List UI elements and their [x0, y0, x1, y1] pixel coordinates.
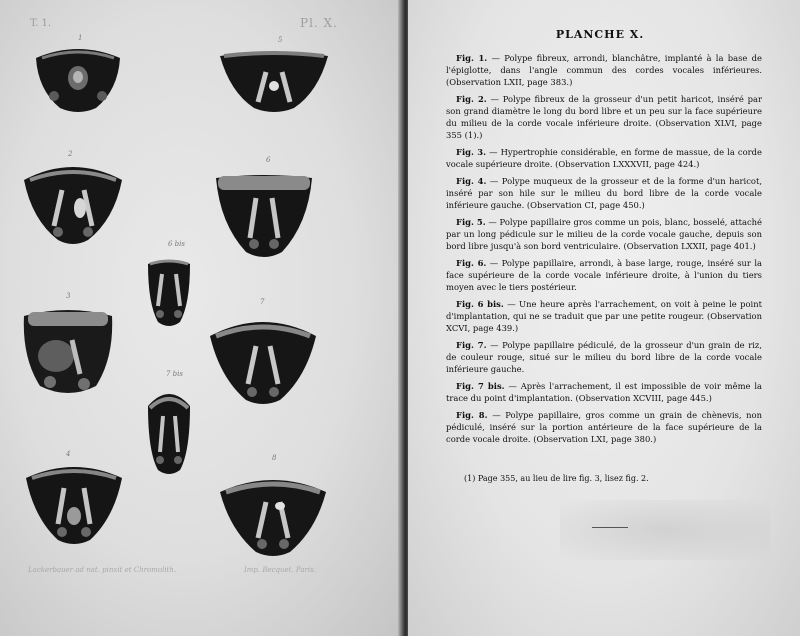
legend-fig-label: Fig. 8. [456, 410, 488, 420]
figure-2-number: 2 [68, 150, 73, 158]
printer-credit: Imp. Becquet. Paris. [244, 566, 316, 574]
legend-entry [446, 175, 762, 211]
figure-7-number: 7 [260, 298, 265, 306]
legend-text: — Polype muqueux de la grosseur et de la forme d'un haricot, inséré par son hile sur le milieu du bord libre de la corde vocale inférieure gauche. (Observation CI, page 450.) [446, 176, 762, 210]
legend-fig-label: Fig. 3. [456, 147, 487, 157]
legend-fig-label: Fig. 5. [456, 217, 486, 227]
figure-3-number: 3 [66, 292, 71, 300]
legend-fig-label: Fig. 2. [456, 94, 487, 104]
legend-text: — Hypertrophie considérable, en forme de massue, de la corde vocale supérieure droite. (Observation LXXXVII, page 424.) [446, 147, 762, 169]
legend-fig-label: Fig. 4. [456, 176, 487, 186]
legend-fig-label: Fig. 7 bis. [456, 381, 505, 391]
figure-legend [446, 52, 762, 450]
plate-label: Pl. X. [300, 16, 338, 30]
legend-entry [446, 93, 762, 141]
legend-fig-label: Fig. 1. [456, 53, 488, 63]
legend-entry [446, 52, 762, 88]
figure-1-number: 1 [78, 34, 83, 42]
legend-text: — Polype papillaire, gros comme un grain de chènevis, non pédiculé, inséré sur la portion antérieure de la face supérieure de la corde vocale droite. (Observation LXI, page 380.) [446, 410, 762, 444]
legend-entry [446, 146, 762, 170]
legend-text: — Une heure après l'arrachement, on voit à peine le point d'implantation, qui ne se traduit que par une petite rougeur. (Observation XCVI, page 439.) [446, 299, 762, 333]
volume-label: T. 1. [30, 18, 52, 29]
figure-7bis-larynx [146, 386, 192, 478]
legend-entry [446, 380, 762, 404]
legend-text: — Polype papillaire pédiculé, de la grosseur d'un grain de riz, de couleur rouge, situé sur le milieu du bord libre de la corde vocale inférieure gauche. [446, 340, 762, 374]
figure-4-larynx [24, 460, 124, 546]
artist-credit: Lackerbauer ad nat. pinxit et Chromolith. [28, 566, 177, 574]
figure-6-larynx [214, 172, 314, 258]
legend-text: — Polype fibreux de la grosseur d'un petit haricot, inséré par son grand diamètre le long du bord libre et un peu sur la face supérieure du milieu de la corde vocale inférieure droite. (Observation XLVI, page 355 (1).) [446, 94, 762, 140]
legend-entry [446, 409, 762, 445]
figure-6-number: 6 [266, 156, 271, 164]
figure-7-larynx [208, 314, 318, 406]
legend-entry [446, 257, 762, 293]
figure-5-number: 5 [278, 36, 283, 44]
figure-7bis-number: 7 bis [166, 370, 183, 378]
legend-text: — Polype papillaire, arrondi, à base large, rouge, inséré sur la face supérieure de la corde vocale inférieure droite, à l'union du tiers moyen avec le tiers postérieur. [446, 258, 762, 292]
legend-entry [446, 216, 762, 252]
figure-1-larynx [32, 44, 124, 114]
legend-fig-label: Fig. 7. [456, 340, 487, 350]
figure-2-larynx [22, 160, 124, 246]
figure-8-larynx [218, 472, 328, 558]
figure-3-larynx [20, 304, 116, 398]
figure-4-number: 4 [66, 450, 71, 458]
legend-text: — Polype papillaire gros comme un pois, blanc, bosselé, attaché par un long pédicule sur le milieu de la corde vocale gauche, depuis son bord libre jusqu'à son bord ventriculaire. (Observation LXXII, page 401.) [446, 217, 762, 251]
legend-text: — Après l'arrachement, il est impossible de voir même la trace du point d'implantation. (Observation XCVIII, page 445.) [446, 381, 762, 403]
legend-entry [446, 298, 762, 334]
legend-text: — Polype fibreux, arrondi, blanchâtre, implanté à la base de l'épiglotte, dans l'angle commun des cordes vocales inférieures. (Observation LXII, page 383.) [446, 53, 762, 87]
bleed-through-shadow [560, 500, 770, 560]
closing-rule [592, 527, 628, 528]
legend-fig-label: Fig. 6 bis. [456, 299, 504, 309]
plate-title: PLANCHE X. [555, 28, 645, 41]
figure-6bis-number: 6 bis [168, 240, 185, 248]
figure-6bis-larynx [146, 256, 192, 330]
figure-5-larynx [218, 48, 330, 114]
legend-entry [446, 339, 762, 375]
footnote: (1) Page 355, au lieu de lire fig. 3, lisez fig. 2. [464, 474, 649, 483]
legend-fig-label: Fig. 6. [456, 258, 487, 268]
figure-8-number: 8 [272, 454, 277, 462]
